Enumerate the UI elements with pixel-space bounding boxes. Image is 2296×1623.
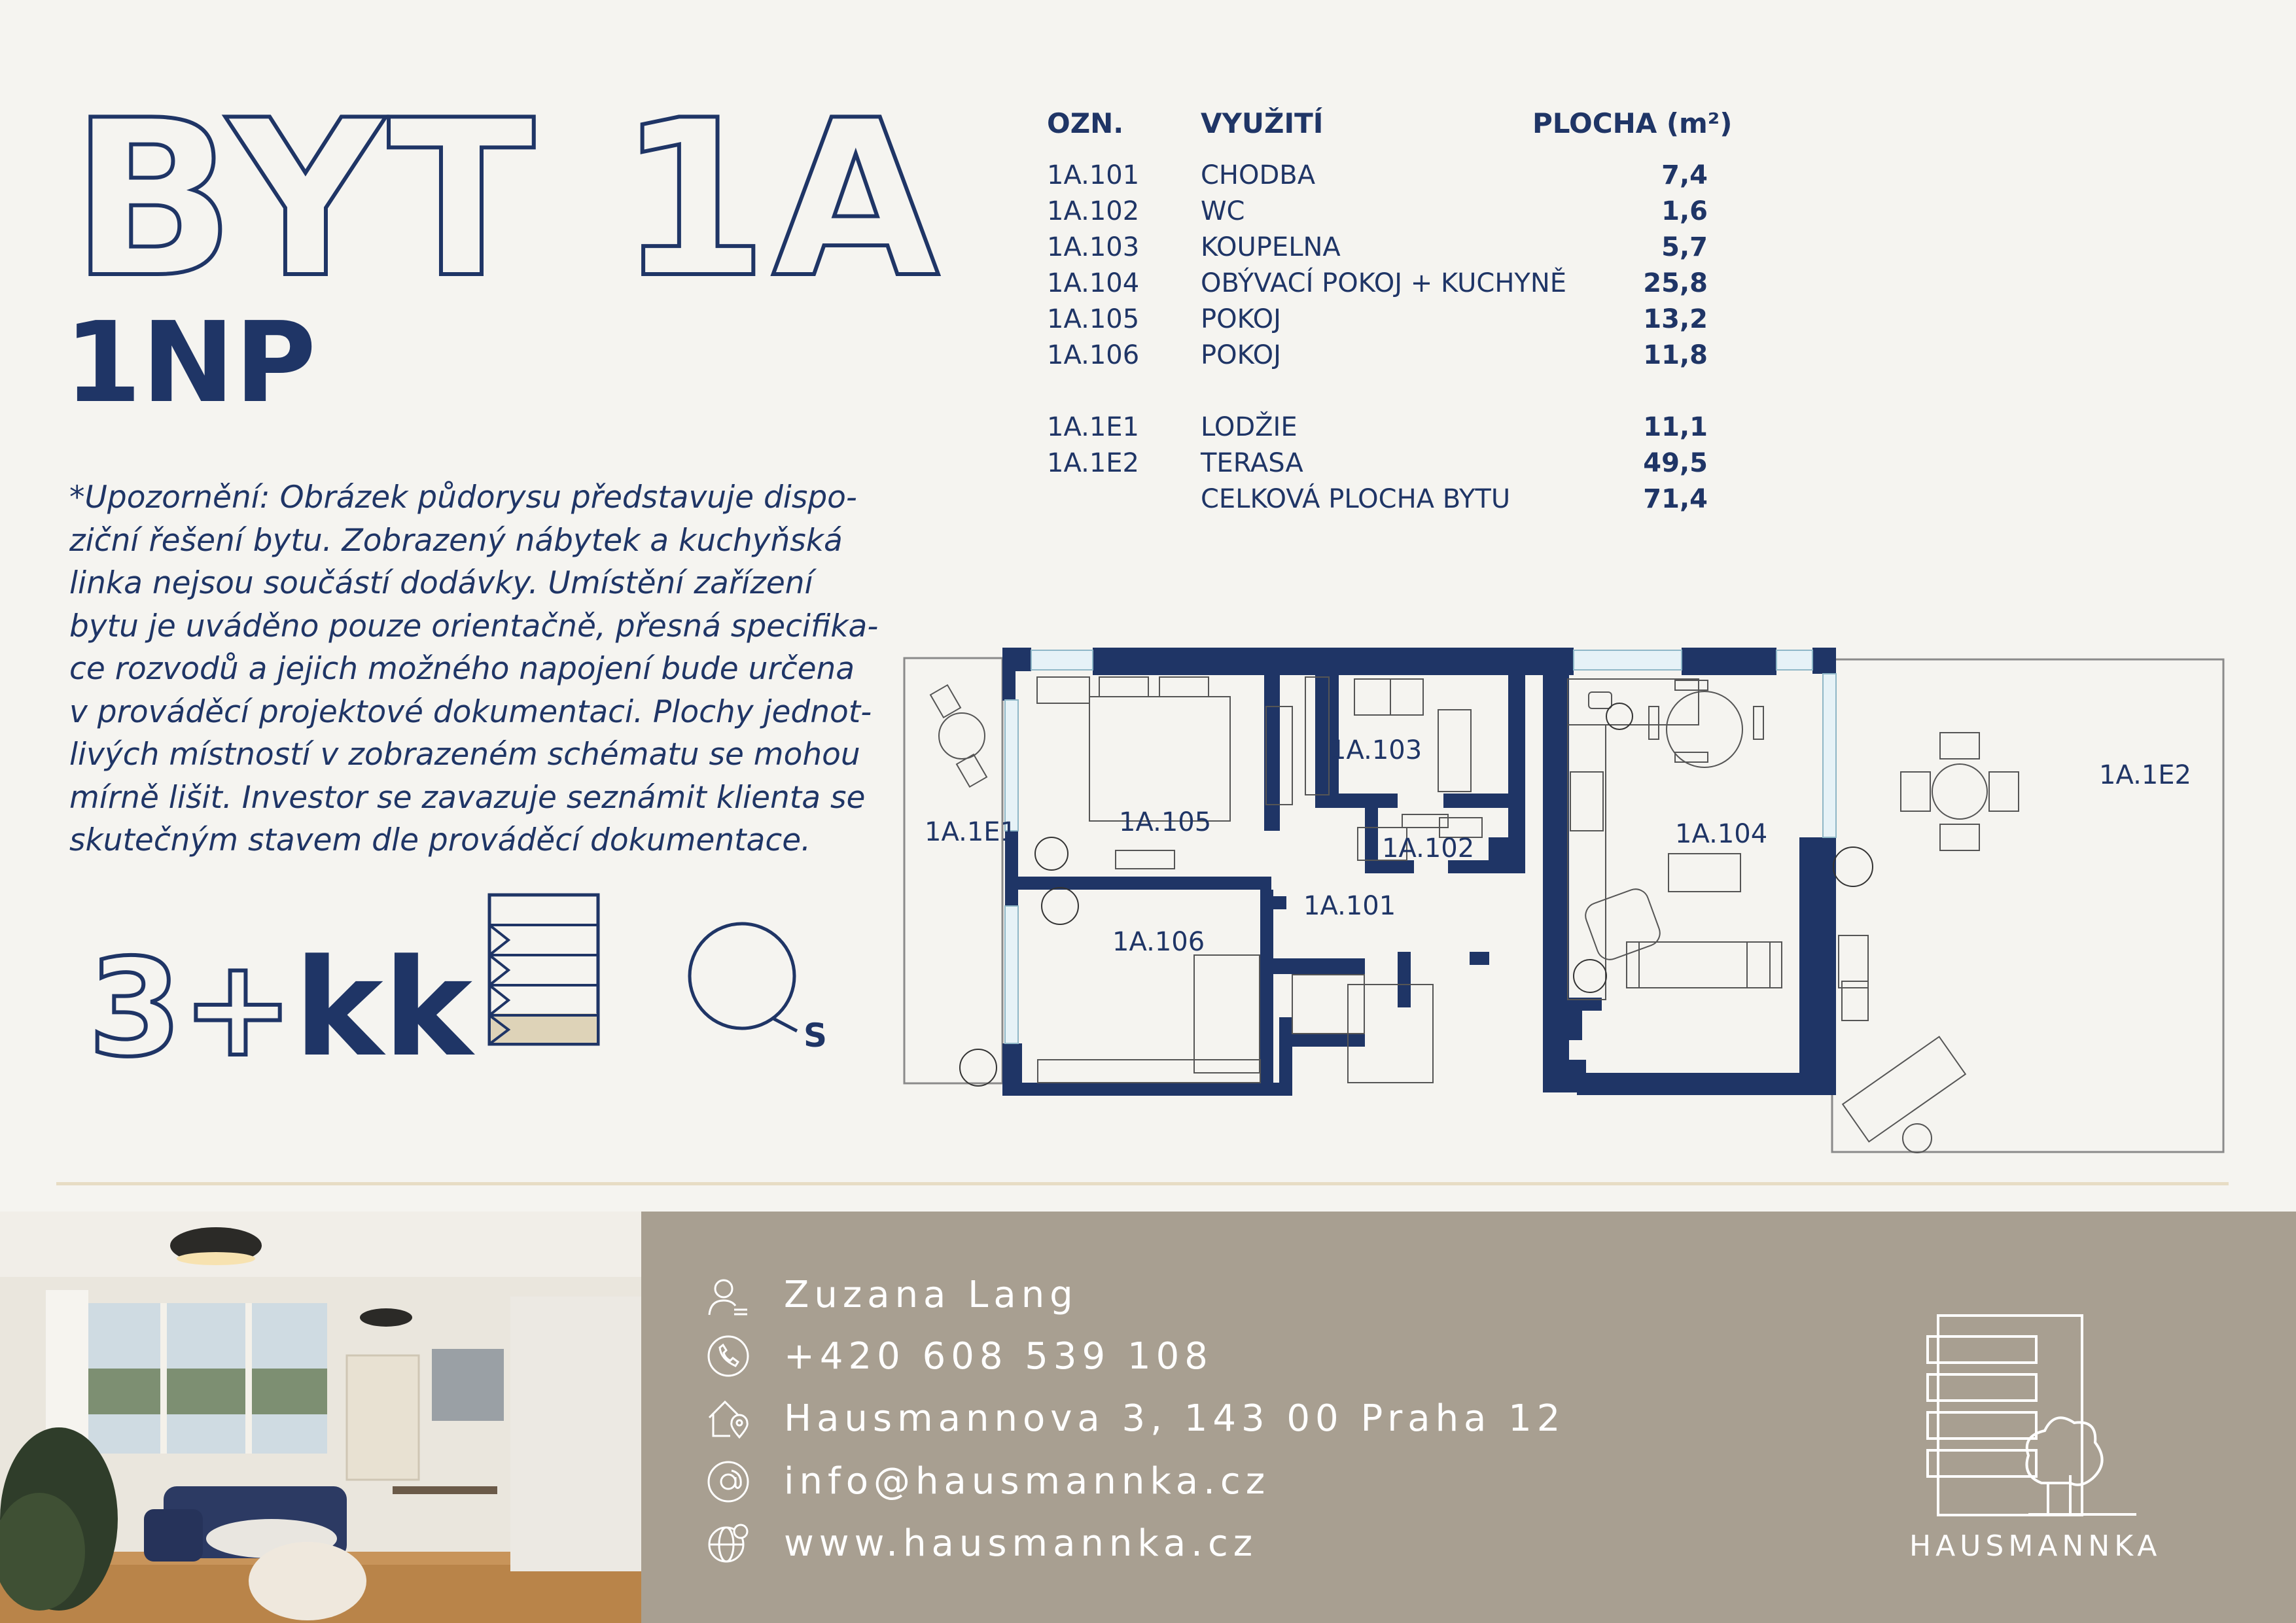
room-code: 1A.102	[1047, 196, 1140, 226]
room-usage: CHODBA	[1201, 160, 1316, 190]
exterior-area: 49,5	[1643, 448, 1708, 478]
contact-address: Hausmannova 3, 143 00 Praha 12	[784, 1397, 1566, 1440]
layout-plus: +	[181, 931, 294, 1087]
orientation-icon	[687, 921, 838, 1052]
person-icon	[705, 1274, 751, 1320]
layout-suffix: kk	[294, 931, 473, 1087]
disclaimer-line: livých místností v zobrazeném schématu se mohou	[69, 737, 860, 773]
energy-class-icon	[487, 893, 602, 1047]
orientation-letter: S	[804, 1017, 828, 1052]
disclaimer-line: skutečným stavem dle prováděcí dokumentace.	[69, 822, 811, 858]
exterior-code: 1A.1E2	[1047, 448, 1139, 478]
apartment-title: BYT 1A	[71, 74, 944, 325]
header-area: PLOCHA (m²)	[1532, 107, 1733, 139]
exterior-area: 11,1	[1643, 412, 1708, 442]
plan-label-105: 1A.105	[1119, 807, 1212, 837]
terrace-outline	[1832, 659, 2223, 1152]
header-code: OZN.	[1047, 107, 1124, 139]
loggia-outline	[904, 658, 1002, 1083]
interior-photo	[0, 1212, 641, 1623]
plan-label-104: 1A.104	[1675, 819, 1768, 849]
room-usage: KOUPELNA	[1201, 232, 1341, 262]
header-usage: VYUŽITÍ	[1201, 107, 1324, 139]
plan-label-102: 1A.102	[1382, 833, 1475, 864]
exterior-usage: TERASA	[1201, 448, 1303, 478]
disclaimer-line: ce rozvodů a jejich možného napojení bude určena	[69, 651, 855, 687]
plan-furniture	[930, 677, 2019, 1153]
room-area: 5,7	[1661, 232, 1708, 262]
room-usage: POKOJ	[1201, 340, 1281, 370]
brand-name: HAUSMANNKA	[1909, 1529, 2162, 1563]
plan-label-101: 1A.101	[1303, 891, 1396, 921]
exterior-usage: LODŽIE	[1201, 412, 1298, 442]
contact-name: Zuzana Lang	[784, 1274, 1078, 1316]
plan-label-106: 1A.106	[1112, 927, 1205, 957]
room-code: 1A.105	[1047, 304, 1140, 334]
bed-icon	[1089, 697, 1230, 821]
total-area: 71,4	[1643, 484, 1708, 514]
disclaimer-line: ziční řešení bytu. Zobrazený nábytek a kuchyňská	[69, 522, 843, 559]
room-area: 7,4	[1661, 160, 1708, 190]
divider	[56, 1182, 2229, 1185]
room-area: 25,8	[1643, 268, 1708, 298]
layout-type	[88, 931, 473, 1087]
disclaimer-line: linka nejsou součástí dodávky. Umístění zařízení	[69, 565, 813, 601]
globe-icon	[705, 1521, 751, 1567]
room-usage: OBÝVACÍ POKOJ + KUCHYNĚ	[1201, 268, 1567, 298]
layout-rooms: 3	[88, 931, 182, 1087]
room-code: 1A.101	[1047, 160, 1140, 190]
hausmannka-logo-icon	[1924, 1312, 2146, 1521]
email-icon	[705, 1459, 751, 1505]
room-usage: POKOJ	[1201, 304, 1281, 334]
total-usage: CELKOVÁ PLOCHA BYTU	[1201, 484, 1511, 514]
room-code: 1A.106	[1047, 340, 1140, 370]
phone-icon	[705, 1333, 751, 1379]
disclaimer-line: mírně lišit. Investor se zavazuje seznámit klienta se	[69, 779, 866, 816]
floor-plan	[896, 641, 2231, 1171]
disclaimer-line: v prováděcí projektové dokumentaci. Plochy jednot-	[69, 693, 872, 730]
disclaimer-text	[69, 476, 879, 862]
plan-label-103: 1A.103	[1330, 735, 1422, 765]
contact-phone[interactable]: +420 608 539 108	[784, 1335, 1213, 1378]
room-area: 1,6	[1661, 196, 1708, 226]
floor-label: 1NP	[64, 298, 317, 428]
disclaimer-line: bytu je uváděno pouze orientačně, přesná specifika-	[69, 608, 879, 644]
room-usage: WC	[1201, 196, 1245, 226]
contact-website[interactable]: www.hausmannka.cz	[784, 1522, 1258, 1565]
room-code: 1A.104	[1047, 268, 1140, 298]
plan-label-e1: 1A.1E1	[925, 817, 1017, 847]
room-area: 13,2	[1643, 304, 1708, 334]
room-code: 1A.103	[1047, 232, 1140, 262]
plan-label-e2: 1A.1E2	[2099, 760, 2191, 790]
home-location-icon	[705, 1395, 751, 1441]
disclaimer-line: *Upozornění: Obrázek půdorysu představuje dispo-	[69, 480, 857, 515]
room-area: 11,8	[1643, 340, 1708, 370]
exterior-code: 1A.1E1	[1047, 412, 1139, 442]
contact-email[interactable]: info@hausmannka.cz	[784, 1460, 1271, 1503]
